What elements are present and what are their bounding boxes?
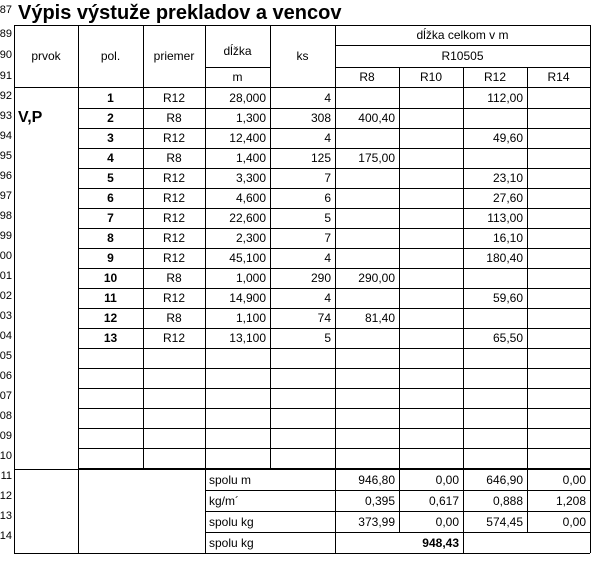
priemer-cell[interactable]: R8 <box>166 271 182 285</box>
ks-cell[interactable]: 4 <box>324 91 331 105</box>
header-r12[interactable]: R12 <box>483 70 506 84</box>
grand-total-label[interactable]: spolu kg <box>209 535 254 550</box>
grand-total-value[interactable]: 948,43 <box>422 535 459 550</box>
dlzka-cell[interactable]: 13,100 <box>229 331 266 345</box>
r10-cell[interactable] <box>399 308 463 328</box>
header-r10[interactable]: R10 <box>419 70 442 84</box>
r10-cell[interactable] <box>399 108 463 128</box>
r14-cell[interactable] <box>527 188 590 208</box>
row-number[interactable]: 07 <box>0 390 12 402</box>
dlzka-cell[interactable]: 22,600 <box>229 211 266 225</box>
row-number[interactable]: 98 <box>0 210 12 222</box>
r10-cell[interactable] <box>399 128 463 148</box>
row-number[interactable]: 93 <box>0 110 12 122</box>
row-number[interactable]: 89 <box>0 28 12 40</box>
dlzka-cell[interactable]: 3,300 <box>235 171 266 185</box>
grid-line <box>78 228 590 229</box>
spolu-kg-label[interactable]: spolu kg <box>209 514 254 529</box>
r14-cell[interactable] <box>527 88 590 108</box>
grid-line <box>78 408 590 409</box>
grid-line <box>78 188 590 189</box>
ks-cell[interactable]: 4 <box>324 291 331 305</box>
spolu-m-label[interactable]: spolu m <box>209 472 252 487</box>
ks-cell[interactable]: 7 <box>324 231 331 245</box>
grid-line <box>78 348 590 349</box>
r14-cell[interactable] <box>527 328 590 348</box>
grid-line <box>78 368 590 369</box>
r14-cell[interactable] <box>527 128 590 148</box>
row-number[interactable]: 06 <box>0 370 12 382</box>
r12-cell[interactable] <box>463 108 527 128</box>
pol-cell[interactable]: 11 <box>104 291 117 305</box>
pol-cell[interactable]: 8 <box>107 231 114 245</box>
row-number[interactable]: 12 <box>0 490 12 502</box>
r12-cell[interactable]: 16,10 <box>492 231 523 245</box>
r14-cell[interactable] <box>527 248 590 268</box>
pol-cell[interactable]: 5 <box>107 171 114 185</box>
r10-cell[interactable] <box>399 168 463 188</box>
r8-cell[interactable] <box>335 88 399 108</box>
pol-cell[interactable]: 1 <box>107 91 114 105</box>
r14-cell[interactable] <box>527 108 590 128</box>
spolu-m-value[interactable]: 646,90 <box>486 472 523 487</box>
r8-cell[interactable] <box>335 208 399 228</box>
r12-cell[interactable]: 49,60 <box>492 131 523 145</box>
kg-per-m-value[interactable]: 0,617 <box>428 493 459 508</box>
spolu-kg-value[interactable]: 373,99 <box>358 514 395 529</box>
r10-cell[interactable] <box>399 208 463 228</box>
row-number[interactable]: 99 <box>0 230 12 242</box>
grid-line <box>78 308 590 309</box>
ks-cell[interactable]: 4 <box>324 131 331 145</box>
dlzka-cell[interactable]: 1,400 <box>235 151 266 165</box>
row-number[interactable]: 87 <box>0 4 12 16</box>
priemer-cell[interactable]: R12 <box>162 251 185 265</box>
pol-cell[interactable]: 7 <box>107 211 114 225</box>
r8-cell[interactable] <box>335 288 399 308</box>
grid-line <box>78 448 590 449</box>
ks-cell[interactable]: 125 <box>310 151 331 165</box>
element-label[interactable]: V,P <box>18 109 43 126</box>
header-dlzka-celkom[interactable]: dĺžka celkom v m <box>416 28 509 42</box>
priemer-cell[interactable]: R12 <box>162 131 185 145</box>
pol-cell[interactable]: 10 <box>103 271 118 285</box>
ks-cell[interactable]: 6 <box>324 191 331 205</box>
pol-cell[interactable]: 2 <box>107 111 114 125</box>
priemer-cell[interactable]: R8 <box>166 111 182 125</box>
dlzka-cell[interactable]: 1,100 <box>235 311 266 325</box>
priemer-cell[interactable]: R12 <box>162 191 185 205</box>
row-number[interactable]: 97 <box>0 190 12 202</box>
r12-cell[interactable]: 65,50 <box>492 331 523 345</box>
kg-per-m-value[interactable]: 0,395 <box>364 493 395 508</box>
row-number[interactable]: 09 <box>0 430 12 442</box>
r12-cell[interactable]: 23,10 <box>492 171 523 185</box>
pol-cell[interactable]: 9 <box>107 251 114 265</box>
row-number[interactable]: 03 <box>0 310 12 322</box>
r12-cell[interactable]: 180,40 <box>486 251 523 265</box>
grid-line <box>78 388 590 389</box>
row-number[interactable]: 05 <box>0 350 12 362</box>
r8-cell[interactable] <box>335 328 399 348</box>
r8-cell[interactable] <box>335 128 399 148</box>
grid-line <box>78 208 590 209</box>
grid-line <box>78 128 590 129</box>
r8-cell[interactable] <box>335 228 399 248</box>
row-number[interactable]: 14 <box>0 530 12 542</box>
r10-cell[interactable] <box>399 228 463 248</box>
ks-cell[interactable]: 308 <box>310 111 331 125</box>
grid-line <box>205 490 590 491</box>
grid-line <box>463 67 464 553</box>
spolu-m-value[interactable]: 946,80 <box>358 472 395 487</box>
grid-line <box>78 25 79 553</box>
header-r14[interactable]: R14 <box>547 70 570 84</box>
header-prvok[interactable]: prvok <box>31 49 61 63</box>
r10-cell[interactable] <box>399 288 463 308</box>
ks-cell[interactable]: 5 <box>324 331 331 345</box>
r12-cell[interactable]: 113,00 <box>487 211 523 225</box>
r8-cell[interactable] <box>335 168 399 188</box>
r8-cell[interactable] <box>335 188 399 208</box>
row-number[interactable]: 04 <box>0 330 12 342</box>
row-number[interactable]: 13 <box>0 510 12 522</box>
grid-line <box>270 25 271 469</box>
kg-per-m-value[interactable]: 0,888 <box>492 493 523 508</box>
priemer-cell[interactable]: R12 <box>162 211 185 225</box>
grid-line <box>78 168 590 169</box>
row-number[interactable]: 92 <box>0 90 12 102</box>
spolu-m-value[interactable]: 0,00 <box>435 472 459 487</box>
r12-cell[interactable]: 112,00 <box>487 91 523 105</box>
grid-line <box>78 148 590 149</box>
r14-cell[interactable] <box>527 168 590 188</box>
grid-line <box>78 328 590 329</box>
row-number[interactable]: 10 <box>0 450 12 462</box>
r10-cell[interactable] <box>399 248 463 268</box>
priemer-cell[interactable]: R12 <box>162 231 185 245</box>
kg-per-m-label[interactable]: kg/m´ <box>209 493 239 508</box>
r12-cell[interactable] <box>463 148 527 168</box>
grid-line <box>205 67 270 68</box>
row-number[interactable]: 94 <box>0 130 12 142</box>
r8-cell[interactable]: 290,00 <box>358 271 395 285</box>
row-number[interactable]: 01 <box>0 270 12 282</box>
r14-cell[interactable] <box>527 268 590 288</box>
sheet-title[interactable]: Výpis výstuže prekladov a vencov <box>18 2 342 24</box>
dlzka-cell[interactable]: 1,300 <box>235 111 266 125</box>
priemer-cell[interactable]: R8 <box>166 151 182 165</box>
r8-cell[interactable]: 400,40 <box>358 111 395 125</box>
header-dlzka[interactable]: dĺžka <box>223 44 252 58</box>
spolu-kg-value[interactable]: 574,45 <box>486 514 523 529</box>
pol-cell[interactable]: 6 <box>107 191 114 205</box>
dlzka-cell[interactable]: 1,000 <box>235 271 266 285</box>
pol-cell[interactable]: 13 <box>103 331 118 345</box>
ks-cell[interactable]: 290 <box>310 271 331 285</box>
kg-per-m-value[interactable]: 1,208 <box>555 493 586 508</box>
dlzka-cell[interactable]: 12,400 <box>229 131 266 145</box>
grid-line <box>335 45 590 46</box>
r14-cell[interactable] <box>527 228 590 248</box>
row-number[interactable]: 90 <box>0 49 12 61</box>
grid-line <box>590 25 591 553</box>
grid-line <box>78 268 590 269</box>
pol-cell[interactable]: 4 <box>107 151 114 165</box>
ks-cell[interactable]: 4 <box>324 251 331 265</box>
r8-cell[interactable]: 175,00 <box>358 151 395 165</box>
header-steel-grade[interactable]: R10505 <box>441 49 484 63</box>
grid-line <box>14 25 590 26</box>
dlzka-cell[interactable]: 4,600 <box>235 191 266 205</box>
dlzka-cell[interactable]: 2,300 <box>235 231 266 245</box>
r10-cell[interactable] <box>399 88 463 108</box>
dlzka-cell[interactable]: 14,900 <box>229 291 266 305</box>
grid-line <box>205 511 590 512</box>
row-number[interactable]: 00 <box>0 250 12 262</box>
pol-cell[interactable]: 3 <box>107 131 114 145</box>
row-number[interactable]: 08 <box>0 410 12 422</box>
r14-cell[interactable] <box>527 308 590 328</box>
header-r8[interactable]: R8 <box>359 70 375 84</box>
priemer-cell[interactable]: R12 <box>162 91 185 105</box>
grid-line <box>399 67 400 532</box>
priemer-cell[interactable]: R12 <box>162 171 185 185</box>
r14-cell[interactable] <box>527 208 590 228</box>
r10-cell[interactable] <box>399 148 463 168</box>
spolu-m-value[interactable]: 0,00 <box>562 472 586 487</box>
grid-line <box>143 25 144 469</box>
grid-line <box>205 532 590 533</box>
r14-cell[interactable] <box>527 148 590 168</box>
grid-line <box>78 248 590 249</box>
priemer-cell[interactable]: R8 <box>166 311 182 325</box>
r12-cell[interactable]: 27,60 <box>492 191 523 205</box>
header-pol[interactable]: pol. <box>100 49 121 63</box>
dlzka-cell[interactable]: 28,000 <box>229 91 266 105</box>
r8-cell[interactable] <box>335 248 399 268</box>
row-number[interactable]: 95 <box>0 150 12 162</box>
ks-cell[interactable]: 7 <box>324 171 331 185</box>
grid-line <box>78 108 590 109</box>
r8-cell[interactable]: 81,40 <box>364 311 395 325</box>
spolu-kg-value[interactable]: 0,00 <box>562 514 586 529</box>
grid-line <box>14 87 590 88</box>
r10-cell[interactable] <box>399 328 463 348</box>
r12-cell[interactable]: 59,60 <box>492 291 523 305</box>
pol-cell[interactable]: 12 <box>103 311 118 325</box>
r12-cell[interactable] <box>463 268 527 288</box>
grid-line <box>527 67 528 532</box>
grid-line <box>14 25 15 553</box>
spolu-kg-value[interactable]: 0,00 <box>435 514 459 529</box>
header-dlzka-unit[interactable]: m <box>232 70 243 84</box>
ks-cell[interactable]: 74 <box>317 311 331 325</box>
grid-line <box>78 288 590 289</box>
grid-line <box>14 553 590 554</box>
grid-line <box>14 469 590 470</box>
r10-cell[interactable] <box>399 188 463 208</box>
r12-cell[interactable] <box>463 308 527 328</box>
r10-cell[interactable] <box>399 268 463 288</box>
ks-cell[interactable]: 5 <box>324 211 331 225</box>
header-priemer[interactable]: priemer <box>153 49 195 63</box>
priemer-cell[interactable]: R12 <box>162 331 185 345</box>
dlzka-cell[interactable]: 45,100 <box>229 251 266 265</box>
priemer-cell[interactable]: R12 <box>162 291 185 305</box>
grid-line <box>205 25 206 553</box>
row-number[interactable]: 11 <box>0 470 12 482</box>
row-number[interactable]: 91 <box>0 70 12 82</box>
grid-line <box>335 25 336 553</box>
header-ks[interactable]: ks <box>296 49 309 63</box>
row-number[interactable]: 96 <box>0 170 12 182</box>
row-number[interactable]: 02 <box>0 290 12 302</box>
grid-line <box>78 428 590 429</box>
r14-cell[interactable] <box>527 288 590 308</box>
